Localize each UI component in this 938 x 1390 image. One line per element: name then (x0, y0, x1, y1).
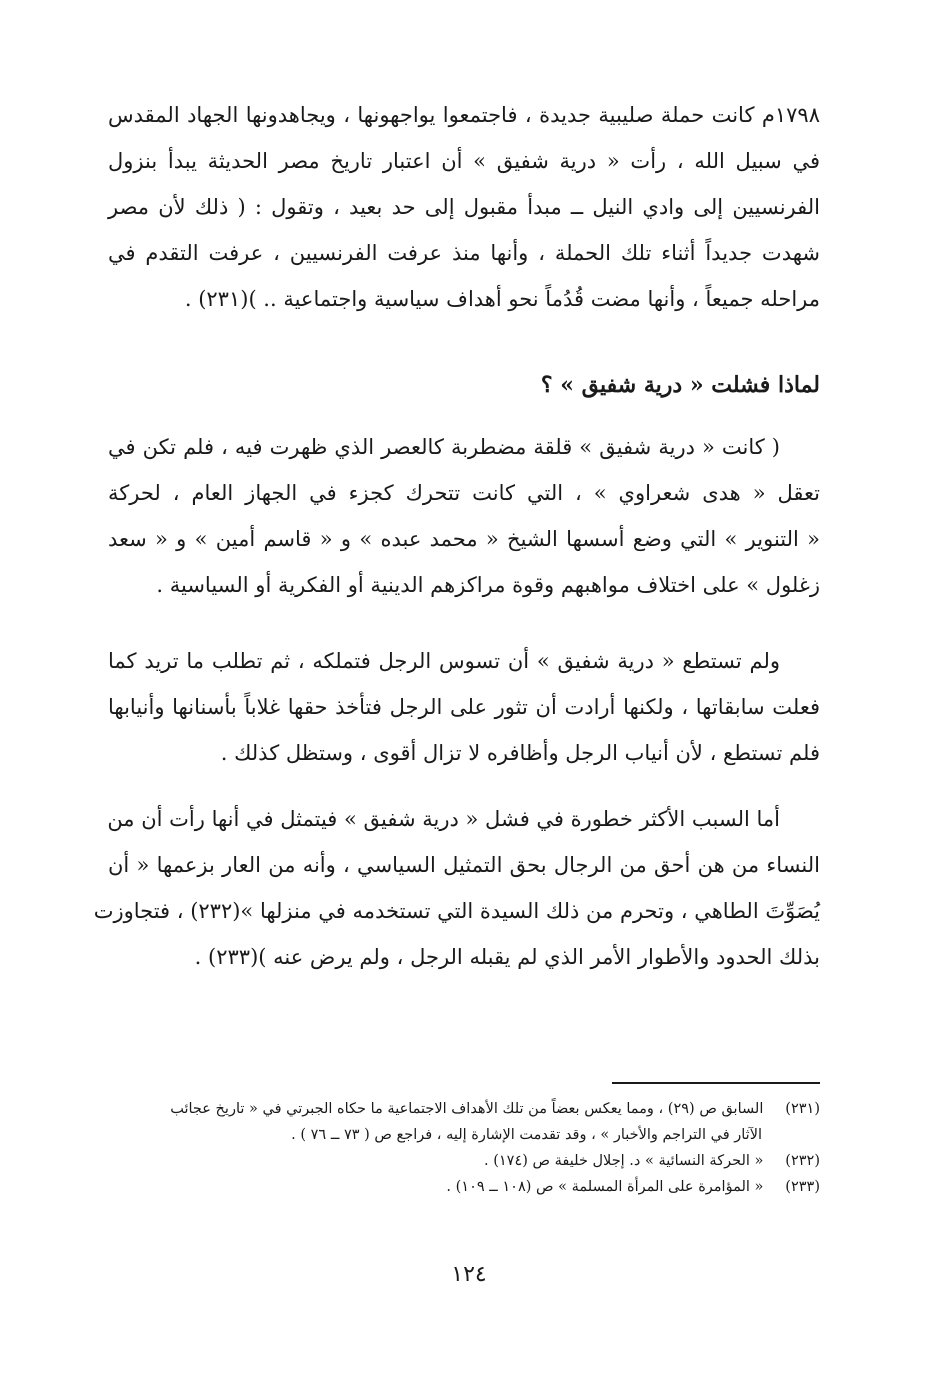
text-line: في سبيل الله ، رأت « درية شفيق » أن اعتبار تاريخ مصر الحديثة يبدأ بنزول (108, 149, 820, 173)
text-line: فلم تستطع ، لأن أنياب الرجل وأظافره لا تزال أقوى ، وستظل كذلك . (220, 741, 820, 765)
page-number: ١٢٤ (451, 1262, 487, 1287)
paragraph-1 (108, 92, 820, 322)
text-line: أما السبب الأكثر خطورة في فشل « درية شفيق » فيتمثل في أنها رأت أن من (107, 807, 780, 831)
section-heading: لماذا فشلت « درية شفيق » ؟ (540, 372, 820, 398)
footnote-text: « الحركة النسائية » د. إجلال خليفة ص (١٧٤) . (483, 1153, 764, 1169)
footnote-number: (٢٣٣) (785, 1179, 820, 1195)
text-line: مراحله جميعاً ، وأنها مضت قُدُماً نحو أهداف سياسية واجتماعية .. )(٢٣١) . (184, 287, 820, 311)
text-line: الفرنسيين إلى وادي النيل ــ مبدأ مقبول إلى حد بعيد ، وتقول : ( ذلك لأن مصر (108, 195, 820, 219)
text-line: ولم تستطع « درية شفيق » أن تسوس الرجل فتملكه ، ثم تطلب ما تريد كما (108, 649, 780, 673)
footnote-text: الآثار في التراجم والأخبار » ، وقد تقدمت الإشارة إليه ، فراجع ص ( ٧٣ ــ ٧٦ ) . (291, 1127, 762, 1143)
paragraph-2 (108, 424, 820, 608)
footnote-232 (108, 1148, 820, 1174)
paragraph-4 (93, 796, 820, 980)
footnote-separator (612, 1082, 820, 1084)
text-line: فعلت سابقاتها ، ولكنها أرادت أن تثور على الرجل فتأخذ حقها غلاباً بأسنانها وأنيابها (108, 695, 820, 719)
text-line: النساء من هن أحق من الرجال بحق التمثيل السياسي ، وأنه من العار بزعمها « أن (108, 853, 820, 877)
footnote-231-continued (108, 1122, 820, 1148)
text-line: زغلول » على اختلاف مواهبهم وقوة مراكزهم الدينية أو الفكرية أو السياسية . (156, 573, 820, 597)
text-line: ١٧٩٨م كانت حملة صليبية جديدة ، فاجتمعوا يواجهونها ، ويجاهدونها الجهاد المقدس (108, 103, 820, 127)
text-line: شهدت جديداً أثناء تلك الحملة ، وأنها منذ عرفت الفرنسيين ، عرفت التقدم في (108, 241, 820, 265)
text-line: يُصَوِّتَ الطاهي ، وتحرم من ذلك السيدة التي تستخدمه في منزلها »(٢٣٢) ، فتجاوزت (93, 899, 820, 923)
text-line: بذلك الحدود والأطوار الأمر الذي لم يقبله الرجل ، ولم يرض عنه )(٢٣٣) . (194, 945, 820, 969)
footnote-number: (٢٣١) (785, 1101, 820, 1117)
footnote-text: السابق ص (٢٩) ، ومما يعكس بعضاً من تلك الأهداف الاجتماعية ما حكاه الجبرتي في « تاريخ عجائب (170, 1101, 764, 1117)
footnote-233 (108, 1174, 820, 1200)
footnotes (108, 1096, 820, 1200)
text-line: تعقل « هدى شعراوي » ، التي كانت تتحرك كجزء في الجهاز العام ، لحركة (108, 481, 820, 505)
footnote-text: « المؤامرة على المرأة المسلمة » ص (١٠٨ ــ ١٠٩) . (446, 1179, 764, 1195)
footnote-231 (108, 1096, 820, 1122)
text-line: ( كانت « درية شفيق » قلقة مضطربة كالعصر الذي ظهرت فيه ، فلم تكن في (108, 435, 780, 459)
text-line: « التنوير » التي وضع أسسها الشيخ « محمد عبده » و « قاسم أمين » و « سعد (108, 527, 820, 551)
paragraph-3 (108, 638, 820, 776)
footnote-number: (٢٣٢) (785, 1153, 820, 1169)
